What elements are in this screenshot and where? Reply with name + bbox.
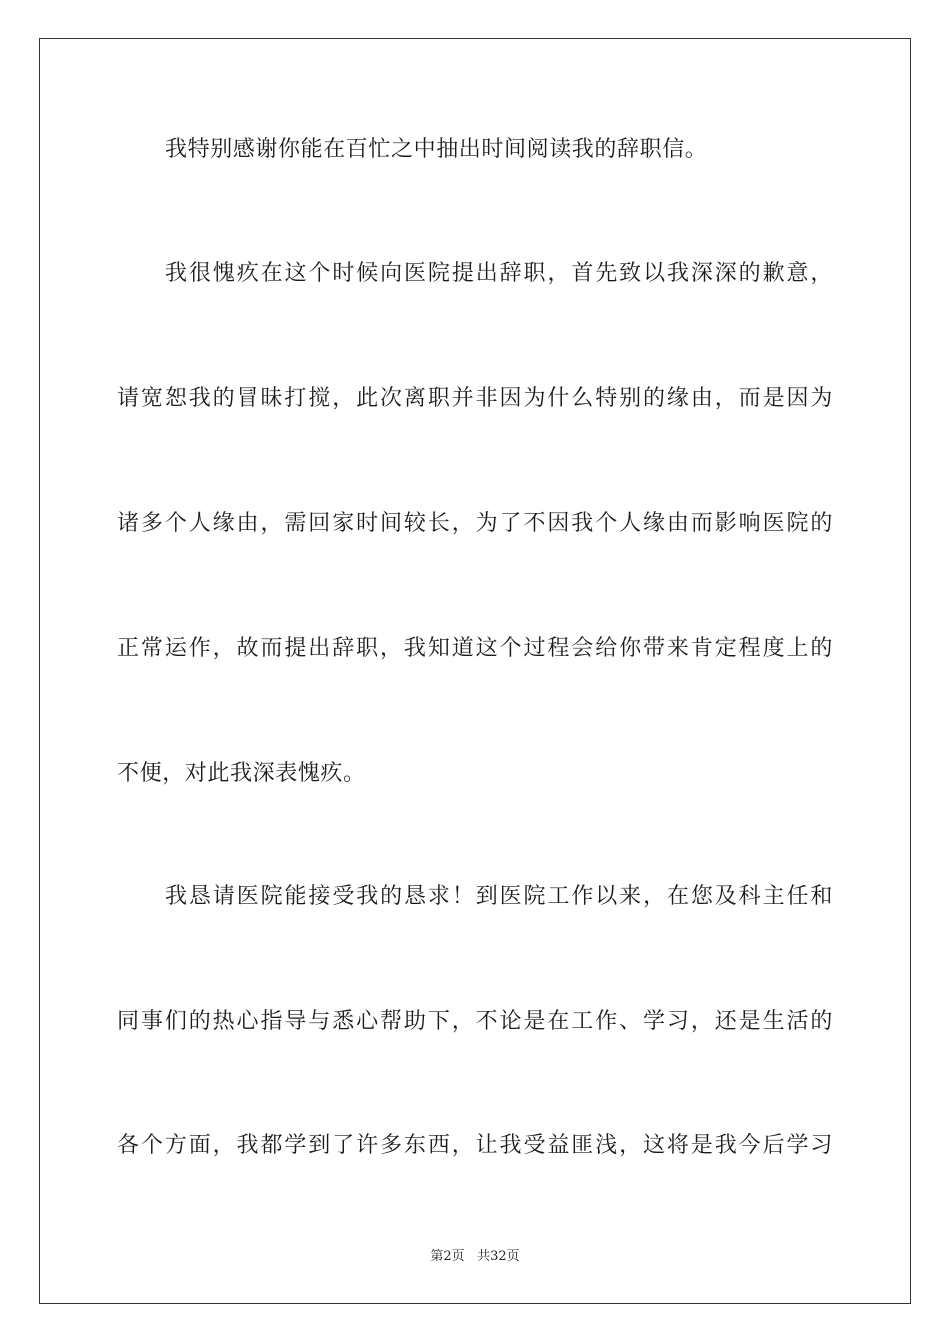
total-pages: 共32页 [477, 1249, 520, 1264]
page-footer [0, 1248, 950, 1266]
paragraph-2-line-2: 请宽恕我的冒昧打搅，此次离职并非因为什么特别的缘由，而是因为 [117, 386, 833, 411]
paragraph-3-line-2: 同事们的热心指导与悉心帮助下，不论是在工作、学习，还是生活的 [117, 1009, 833, 1034]
paragraph-2-line-1: 我很愧疚在这个时候向医院提出辞职，首先致以我深深的歉意， [165, 261, 833, 286]
paragraph-2-line-4: 正常运作，故而提出辞职，我知道这个过程会给你带来肯定程度上的 [117, 636, 833, 661]
page-number: 第2页 [430, 1249, 465, 1264]
paragraph-1-line-1: 我特别感谢你能在百忙之中抽出时间阅读我的辞职信。 [165, 137, 708, 162]
paragraph-2-line-3: 诸多个人缘由，需回家时间较长，为了不因我个人缘由而影响医院的 [117, 511, 833, 536]
paragraph-3-line-3: 各个方面，我都学到了许多东西，让我受益匪浅，这将是我今后学习 [117, 1133, 833, 1158]
page-border [39, 38, 911, 1304]
paragraph-3-line-1: 我恳请医院能接受我的恳求！到医院工作以来，在您及科主任和 [165, 884, 833, 909]
paragraph-2-line-5: 不便，对此我深表愧疚。 [117, 761, 366, 786]
